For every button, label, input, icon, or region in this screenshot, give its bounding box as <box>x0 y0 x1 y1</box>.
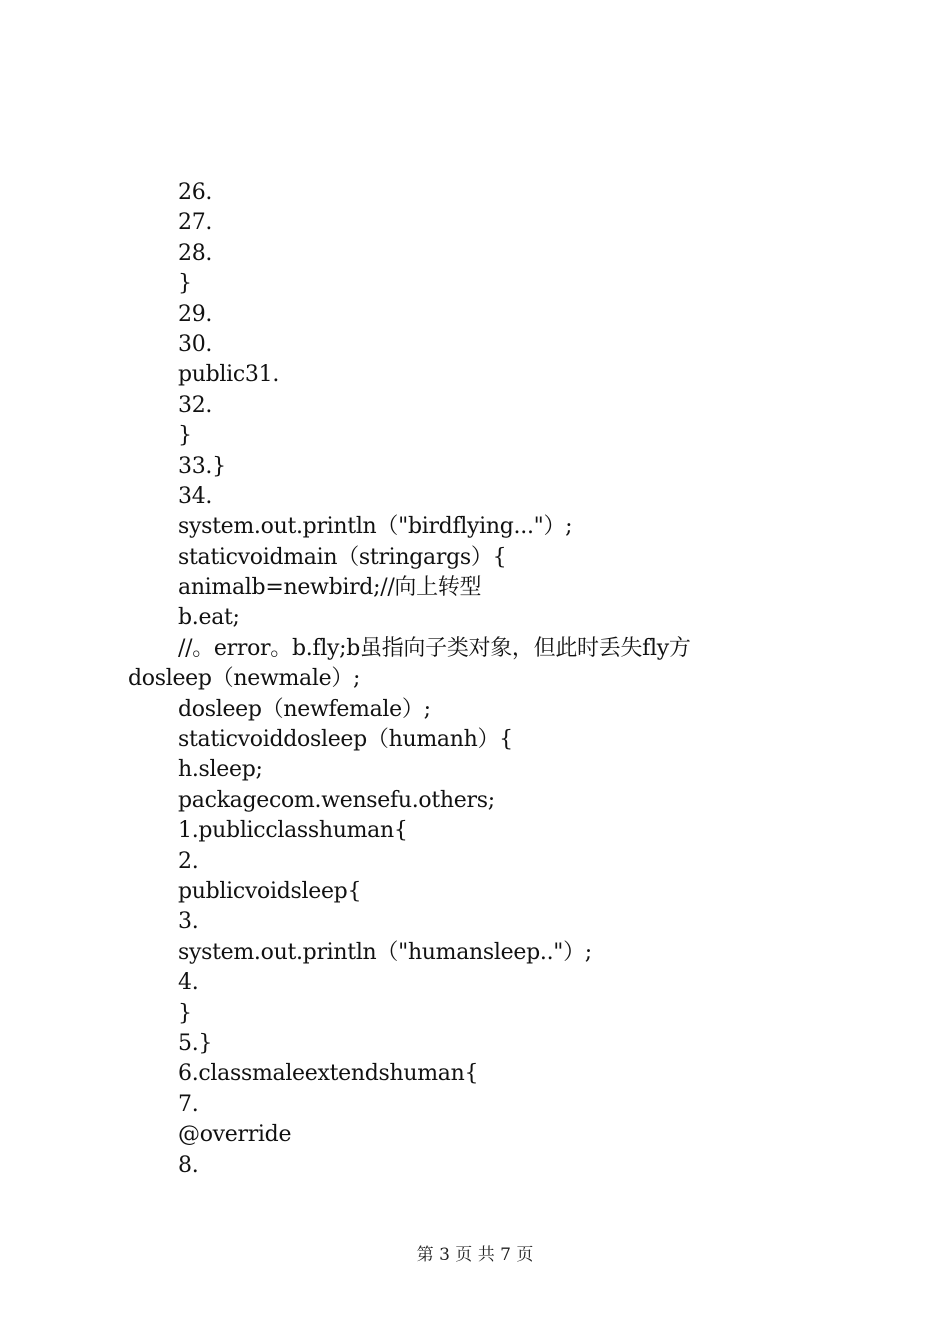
code-line: 28. <box>178 240 213 266</box>
code-line: public31. <box>178 362 280 388</box>
page-footer: 第 3 页 共 7 页 <box>416 1245 534 1265</box>
code-line: @override <box>178 1122 292 1148</box>
code-line: 4. <box>178 970 199 996</box>
code-line: 1.publicclasshuman{ <box>178 818 408 844</box>
code-line: 3. <box>178 909 199 935</box>
code-line: 30. <box>178 331 213 357</box>
code-line: h.sleep; <box>178 757 263 783</box>
code-line: staticvoiddosleep（humanh）{ <box>178 727 513 753</box>
code-line: system.out.println（"humansleep.."）; <box>178 939 592 965</box>
code-line: 34. <box>178 483 213 509</box>
code-line: dosleep（newmale）; <box>128 666 361 692</box>
code-line: system.out.println（"birdflying..."）; <box>178 514 573 540</box>
code-line: } <box>178 271 192 297</box>
code-line: 26. <box>178 180 213 205</box>
code-line: staticvoidmain（stringargs）{ <box>178 544 507 570</box>
code-line: 7. <box>178 1091 199 1117</box>
code-line: packagecom.wensefu.others; <box>178 787 495 813</box>
document-body <box>128 178 848 1181</box>
code-line: publicvoidsleep{ <box>178 878 362 904</box>
code-line: b.eat; <box>178 605 240 631</box>
code-line: } <box>178 423 192 449</box>
code-line: 33.} <box>178 453 226 479</box>
code-line: 32. <box>178 392 213 418</box>
code-line: //。error。b.fly;b虽指向子类对象，但此时丢失fly方 <box>178 635 691 661</box>
code-line: 27. <box>178 210 213 236</box>
code-line: 5.} <box>178 1030 213 1056</box>
code-line: 8. <box>178 1152 199 1178</box>
code-line: 2. <box>178 848 199 874</box>
code-line: animalb=newbird;//向上转型 <box>178 575 482 601</box>
code-line: 6.classmaleextendshuman{ <box>178 1061 479 1087</box>
code-line: } <box>178 1000 192 1026</box>
code-line: dosleep（newfemale）; <box>178 696 431 722</box>
code-line: 29. <box>178 301 213 327</box>
